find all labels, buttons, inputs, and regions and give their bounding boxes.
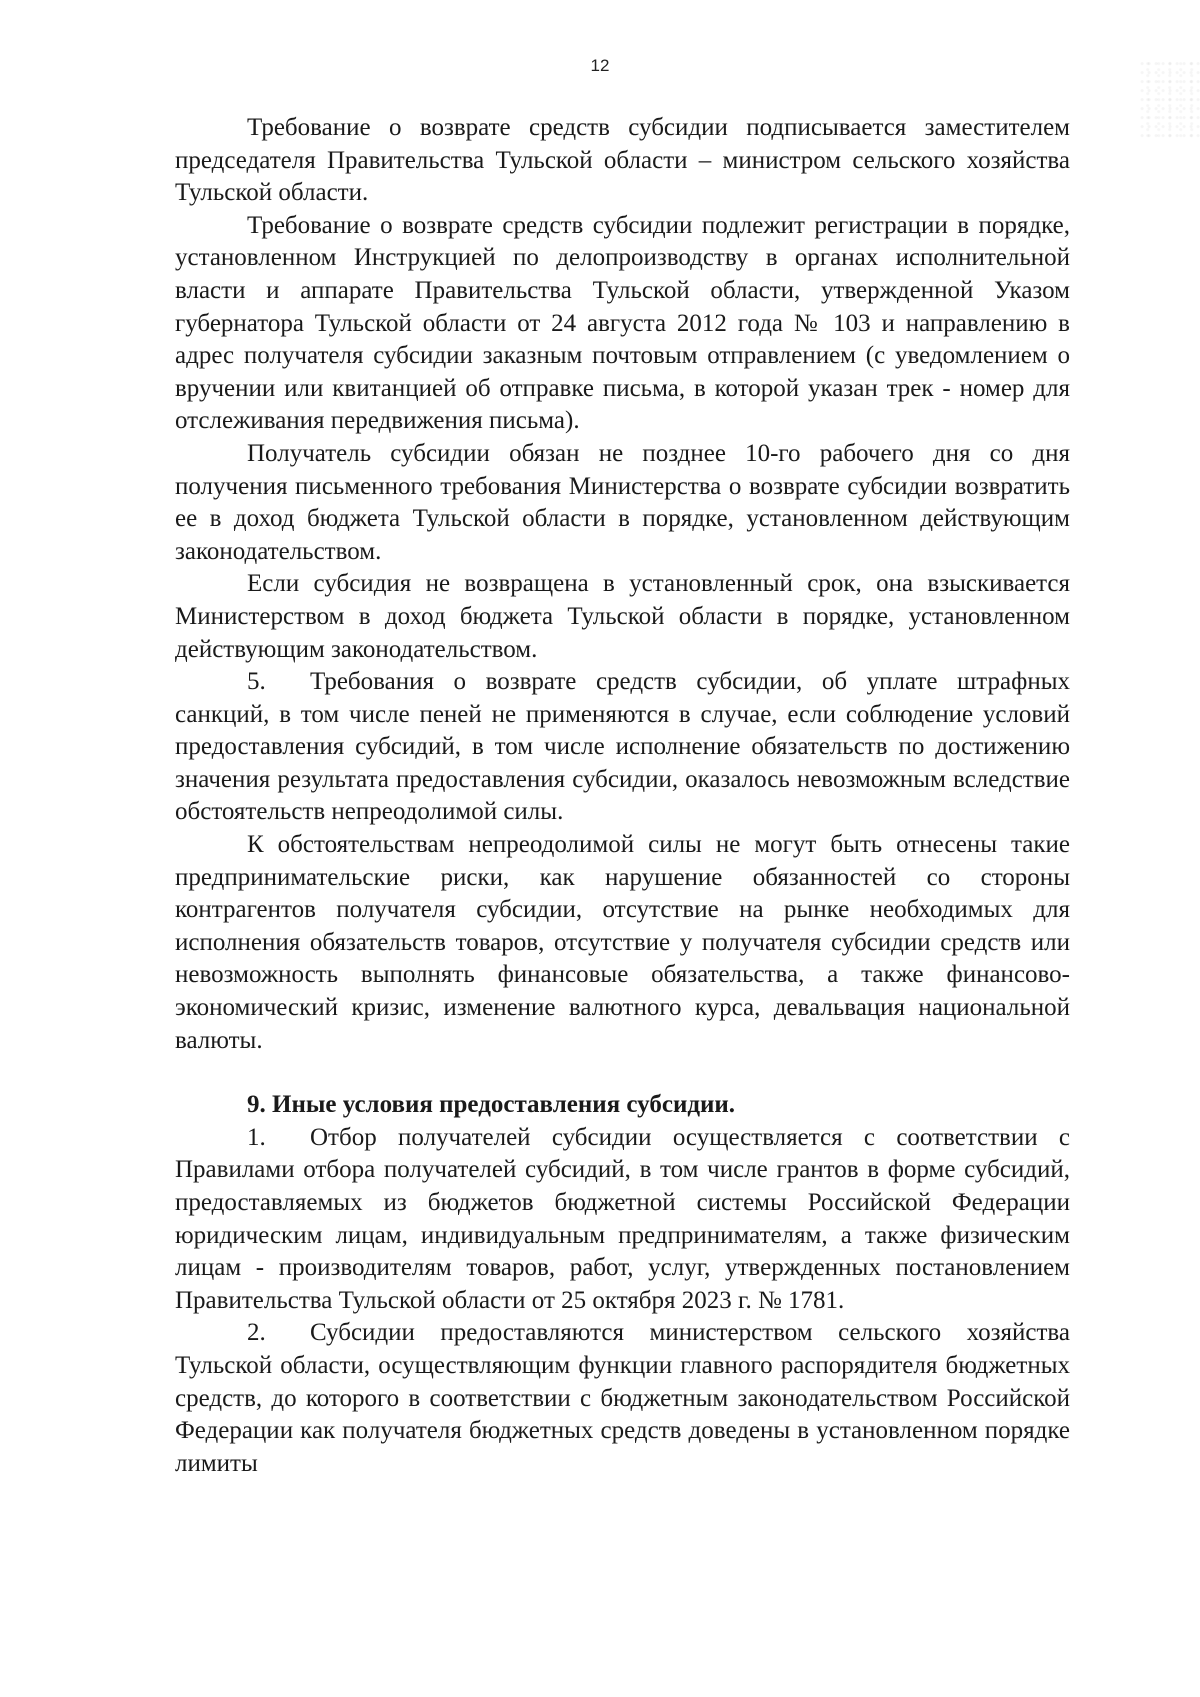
section-9-item-1 xyxy=(175,1122,1070,1318)
section-9-item-1-number: 1. xyxy=(247,1123,266,1151)
page-number: 12 xyxy=(590,56,610,75)
paragraph-registration: Требование о возврате средств субсидии подлежит регистрации в порядке, установленном Инструкцией по делопроизводству в органах исполнительной власти и аппарате Правительства Тульской области, утвержденной Указом губернатора Тульской области от 24 августа 2012 года № 103 и направлению в адрес получателя субсидии заказным почтовым отправлением (с уведомлением о вручении или квитанцией об отправке письма, в которой указан трек - номер для отслеживания передвижения письма). xyxy=(175,211,1070,435)
paragraph-force-majeure: К обстоятельствам непреодолимой силы не могут быть отнесены такие предпринимательские риски, как нарушение обязанностей со стороны контрагентов получателя субсидии, отсутствие на рынке необходимых для исполнения обязательств товаров, отсутствие у получателя субсидии средств или невозможность выполнять финансовые обязательства, а также финансово-экономический кризис, изменение валютного курса, девальвация национальной валюты. xyxy=(175,831,1070,1054)
paragraph-return-deadline: Получатель субсидии обязан не позднее 10-го рабочего дня со дня получения письменного требования Министерства о возврате субсидии возвратить ее в доход бюджета Тульской области в порядке, установленном действующим законодательством. xyxy=(175,439,1070,565)
item-5-text: Требования о возврате средств субсидии, об уплате штрафных санкций, в том числе пеней не применяются в случае, если соблюдение условий предоставления субсидий, в том числе исполнение обязательств по достижению значения результата предоставления субсидии, оказалось невозможным вследствие обстоятельств непреодолимой силы. xyxy=(175,668,1070,826)
section-9-item-2-text: Субсидии предоставляются министерством сельского хозяйства Тульской области, осуществляющим функции главного распорядителя бюджетных средств, до которого в соответствии с бюджетным законодательством Российской Федерации как получателя бюджетных средств доведены в установленном порядке лимиты xyxy=(175,1319,1070,1477)
item-5 xyxy=(175,666,1070,829)
section-9-heading: 9. Иные условия предоставления субсидии. xyxy=(247,1091,736,1119)
item-5-number: 5. xyxy=(247,668,266,696)
paragraph-recovery: Если субсидия не возвращена в установленный срок, она взыскивается Министерством в доход бюджета Тульской области в порядке, установленном действующим законодательством. xyxy=(175,570,1070,663)
paragraph-signature: Требование о возврате средств субсидии подписывается заместителем председателя Правительства Тульской области – министром сельского хозяйства Тульской области. xyxy=(175,114,1070,207)
section-9-item-2 xyxy=(175,1317,1070,1480)
section-9-item-2-number: 2. xyxy=(247,1319,266,1347)
document-body xyxy=(175,112,1070,1480)
section-9-item-1-text: Отбор получателей субсидии осуществляется с соответствии с Правилами отбора получателей субсидий, в том числе грантов в форме субсидий, предоставляемых из бюджетов бюджетной системы Российской Федерации юридическим лицам, индивидуальным предпринимателям, а также физическим лицам - производителям товаров, работ, услуг, утвержденных постановлением Правительства Тульской области от 25 октября 2023 г. № 1781. xyxy=(175,1123,1070,1314)
